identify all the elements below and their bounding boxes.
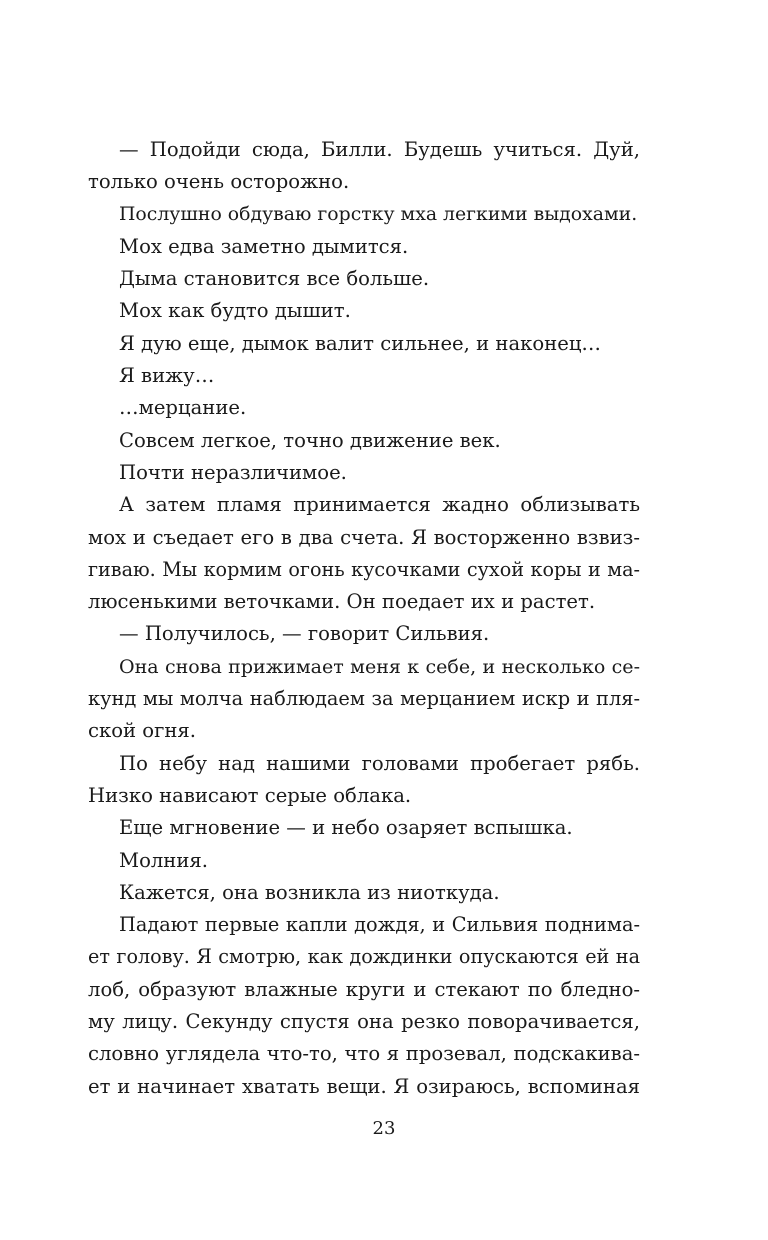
- text-line: словно углядела что-то, что я прозевал, подскакива-: [88, 1042, 640, 1066]
- text-line: …мерцание.: [119, 396, 247, 420]
- text-line: кунд мы молча наблюдаем за мерцанием искр и пля-: [88, 687, 640, 711]
- text-line: Она снова прижимает меня к себе, и несколько се-: [119, 655, 640, 678]
- text-line: Дыма становится все больше.: [119, 267, 430, 291]
- text-line: му лицу. Секунду спустя она резко поворачивается,: [88, 1010, 640, 1034]
- text-line: — Получилось, — говорит Сильвия.: [119, 622, 490, 646]
- text-line: Молния.: [119, 848, 209, 872]
- text-line: Я вижу…: [119, 364, 215, 388]
- text-line: Мох как будто дышит.: [119, 299, 351, 323]
- text-line: Я дую еще, дымок валит сильнее, и наконец…: [119, 331, 602, 355]
- body-text: [88, 134, 640, 1103]
- text-line: Низко нависают серые облака.: [88, 783, 412, 807]
- text-line: Падают первые капли дождя, и Сильвия поднима-: [119, 913, 640, 937]
- text-line: Послушно обдуваю горстку мха легкими выдохами.: [119, 203, 638, 225]
- text-line: По небу над нашими головами пробегает рябь.: [119, 751, 640, 775]
- text-line: — Подойди сюда, Билли. Будешь учиться. Дуй,: [119, 138, 640, 161]
- page-number: 23: [372, 1118, 396, 1139]
- text-line: Совсем легкое, точно движение век.: [119, 428, 501, 452]
- text-line: гиваю. Мы кормим огонь кусочками сухой коры и ма-: [88, 557, 640, 581]
- text-line: ской огня.: [88, 719, 197, 743]
- text-line: Почти неразличимое.: [119, 460, 347, 484]
- text-line: А затем пламя принимается жадно облизывать: [119, 493, 640, 517]
- text-line: ет голову. Я смотрю, как дождинки опускаются ей на: [88, 945, 640, 969]
- text-line: люсенькими веточками. Он поедает их и растет.: [88, 590, 596, 614]
- text-line: только очень осторожно.: [88, 170, 350, 194]
- text-line: Еще мгновение — и небо озаряет вспышка.: [119, 816, 573, 840]
- text-line: лоб, образуют влажные круги и стекают по бледно-: [88, 977, 640, 1001]
- text-line: Мох едва заметно дымится.: [119, 234, 409, 258]
- text-line: Кажется, она возникла из ниоткуда.: [119, 880, 500, 904]
- text-line: мох и съедает его в два счета. Я восторженно взвиз-: [88, 525, 640, 549]
- text-line: ет и начинает хватать вещи. Я озираюсь, вспоминая: [88, 1074, 640, 1098]
